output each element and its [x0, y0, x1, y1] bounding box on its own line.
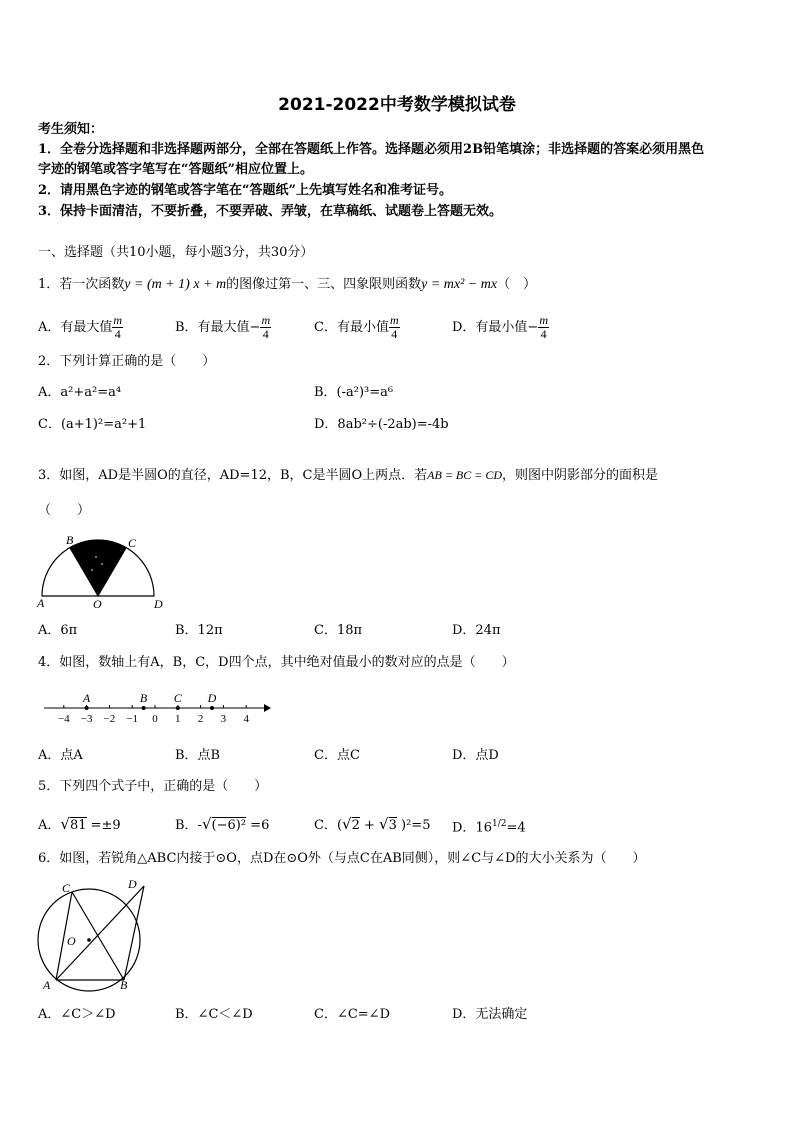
q4-point-label-a: A	[82, 691, 91, 705]
q1-a-label: A．有最大值	[38, 320, 113, 335]
q1-b-den: 4	[262, 327, 269, 341]
q6-label-a: A	[43, 978, 51, 992]
q1-d-den: 4	[540, 327, 547, 341]
q2-option-a[interactable]: A．a²+a²=a⁴	[38, 385, 122, 400]
q1-a-fraction	[112, 314, 123, 341]
q1-b-label: B．有最大值−	[175, 320, 261, 335]
q6-segment-bd	[124, 886, 144, 980]
q6-label-d: D	[128, 877, 137, 891]
q3-label-o: O	[93, 597, 102, 611]
q3-label-d: D	[154, 597, 163, 611]
q3-arc-expr: AB = BC = CD	[427, 468, 503, 482]
q4-tick-label: 2	[197, 713, 204, 725]
sqrt-sign: √	[342, 815, 352, 833]
q6-option-a[interactable]: A．∠C＞∠D	[38, 1007, 116, 1022]
q1-d-num: m	[539, 313, 548, 327]
q1-a-den: 4	[114, 327, 121, 341]
q1-tail: （ ）	[497, 277, 537, 292]
q1-c-den: 4	[391, 327, 398, 341]
q6-label-b: B	[120, 978, 128, 992]
q4-number-line	[40, 688, 272, 726]
q5-c-tail: )²=5	[396, 818, 431, 833]
q3-shade-speck	[101, 563, 103, 565]
q1-option-b[interactable]	[175, 314, 271, 341]
sqrt-sign: √	[201, 815, 212, 833]
q1-prefix: 1．若一次函数	[38, 277, 125, 292]
q6-segment-ad	[56, 886, 144, 980]
q2-option-b[interactable]: B．(-a²)³=a⁶	[314, 385, 394, 400]
q1-c-fraction	[389, 314, 400, 341]
q4-tick-label: −3	[80, 713, 93, 725]
q5-d-tail: =4	[506, 820, 526, 836]
q1-d-fraction	[538, 314, 549, 341]
q1-option-c[interactable]	[314, 314, 400, 341]
q4-point-a	[85, 706, 89, 710]
q5-b-tail: =6	[246, 818, 270, 833]
q1-a-num: m	[113, 313, 123, 327]
q4-tick-label: 4	[243, 713, 249, 725]
question-4-stem: 4．如图，数轴上有A，B，C，D四个点，其中绝对值最小的数对应的点是（ ）	[38, 655, 515, 670]
q6-option-c[interactable]: C．∠C=∠D	[314, 1007, 390, 1022]
q4-tick-label: −4	[57, 713, 70, 725]
q1-option-d[interactable]	[452, 314, 549, 341]
q6-option-d[interactable]: D．无法确定	[452, 1007, 528, 1022]
q4-point-c	[176, 706, 180, 710]
q4-tick-label: 0	[152, 713, 158, 725]
q4-point-b	[142, 706, 146, 710]
q4-axis-arrow	[264, 704, 271, 712]
q2-option-c[interactable]: C．(a+1)²=a²+1	[38, 417, 147, 432]
section-heading: 一、选择题（共10小题，每小题3分，共30分）	[38, 245, 314, 260]
notice-line-1b: 字迹的钢笔或答字笔写在“答题纸”相应位置上。	[38, 162, 313, 177]
q4-option-c[interactable]: C．点C	[314, 748, 360, 763]
q3-label-c: C	[128, 536, 137, 550]
question-1-stem	[38, 276, 536, 294]
q5-d-exponent: 1/2	[491, 819, 507, 829]
q5-option-a[interactable]	[38, 815, 121, 835]
q5-a-radicand: 81	[69, 818, 87, 833]
q5-d-base: 16	[475, 820, 492, 836]
q5-c-plus: +	[359, 818, 380, 833]
q5-a-tail: =±9	[86, 818, 121, 833]
q4-tick-label: −1	[126, 713, 139, 725]
q5-d-label: D．	[452, 820, 476, 836]
q4-option-d[interactable]: D．点D	[452, 748, 499, 763]
question-3-stem	[38, 466, 658, 485]
q3-shaded-region	[70, 540, 126, 596]
q1-c-num: m	[389, 313, 399, 327]
q3-shade-speck	[91, 569, 93, 571]
sqrt-sign: √	[60, 815, 70, 833]
q3-answer-paren: （ ）	[38, 503, 91, 518]
q1-func1: y = (m + 1) x + m	[124, 277, 227, 292]
q3-option-b[interactable]: B．12π	[175, 623, 223, 638]
notice-line-1a: 1．全卷分选择题和非选择题两部分，全部在答题纸上作答。选择题必须用2B铅笔填涂；非选择题的答案必须用黑色	[38, 142, 705, 157]
q5-b-label: B．-	[175, 818, 202, 833]
notice-line-2: 2．请用黑色字迹的钢笔或答字笔在“答题纸”上先填写姓名和准考证号。	[38, 183, 453, 198]
q6-label-c: C	[62, 881, 71, 895]
q4-point-label-b: B	[139, 691, 148, 705]
sqrt-sign: √	[379, 815, 389, 833]
q3-option-c[interactable]: C．18π	[314, 623, 363, 638]
q2-option-d[interactable]: D．8ab²÷(-2ab)=-4b	[314, 417, 449, 432]
q4-tick-label: −2	[103, 713, 116, 725]
q1-b-fraction	[260, 314, 271, 341]
q6-option-b[interactable]: B．∠C＜∠D	[175, 1007, 253, 1022]
q4-point-label-d: D	[207, 691, 217, 705]
q1-func2: y = mx² − mx	[421, 277, 498, 292]
q3-stem-b: ，则图中阴影部分的面积是	[502, 468, 659, 483]
q5-c-radicand-1: 2	[351, 818, 360, 833]
q1-c-label: C．有最小值	[314, 320, 389, 335]
q1-b-num: m	[261, 313, 271, 327]
q5-option-b[interactable]	[175, 815, 269, 835]
q5-a-label: A．	[38, 818, 61, 833]
q4-point-d	[210, 706, 214, 710]
q3-label-b: B	[66, 533, 74, 547]
notice-heading: 考生须知：	[38, 122, 104, 137]
q3-stem-a: 3．如图，AD是半圆O的直径，AD=12，B，C是半圆O上两点．若	[38, 468, 428, 483]
question-2-stem: 2．下列计算正确的是（ ）	[38, 354, 216, 369]
q5-b-radicand: (−6)²	[211, 818, 247, 833]
q4-tick-label: 1	[175, 713, 181, 725]
q4-tick-label: 3	[220, 713, 227, 725]
q5-c-label: C．(	[314, 818, 343, 833]
q6-label-o: O	[67, 934, 76, 948]
page-title: 2021-2022中考数学模拟试卷	[278, 95, 516, 115]
q3-shade-speck	[95, 556, 97, 558]
q1-middle: 的图像过第一、三、四象限则函数	[226, 277, 422, 292]
question-6-stem: 6．如图，若锐角△ABC内接于⊙O，点D在⊙O外（与点C在AB同侧），则∠C与∠D的大小关系为（ ）	[38, 851, 646, 866]
q3-semicircle-figure	[36, 530, 168, 614]
q5-option-c[interactable]	[314, 815, 430, 835]
q6-center-point	[87, 938, 91, 942]
question-5-stem: 5．下列四个式子中，正确的是（ ）	[38, 779, 268, 794]
q3-option-a[interactable]: A．6π	[38, 623, 78, 638]
q4-point-label-c: C	[173, 691, 182, 705]
q3-label-a: A	[37, 596, 45, 610]
q5-c-radicand-2: 3	[388, 818, 397, 833]
q4-option-b[interactable]: B．点B	[175, 748, 221, 763]
notice-line-3: 3．保持卡面清洁，不要折叠，不要弄破、弄皱，在草稿纸、试题卷上答题无效。	[38, 204, 503, 219]
q1-option-a[interactable]	[38, 314, 123, 341]
q5-option-d[interactable]	[452, 815, 526, 837]
q6-circle-figure	[34, 874, 154, 998]
q4-option-a[interactable]: A．点A	[38, 748, 83, 763]
q3-option-d[interactable]: D．24π	[452, 623, 501, 638]
q1-d-label: D．有最小值−	[452, 320, 539, 335]
